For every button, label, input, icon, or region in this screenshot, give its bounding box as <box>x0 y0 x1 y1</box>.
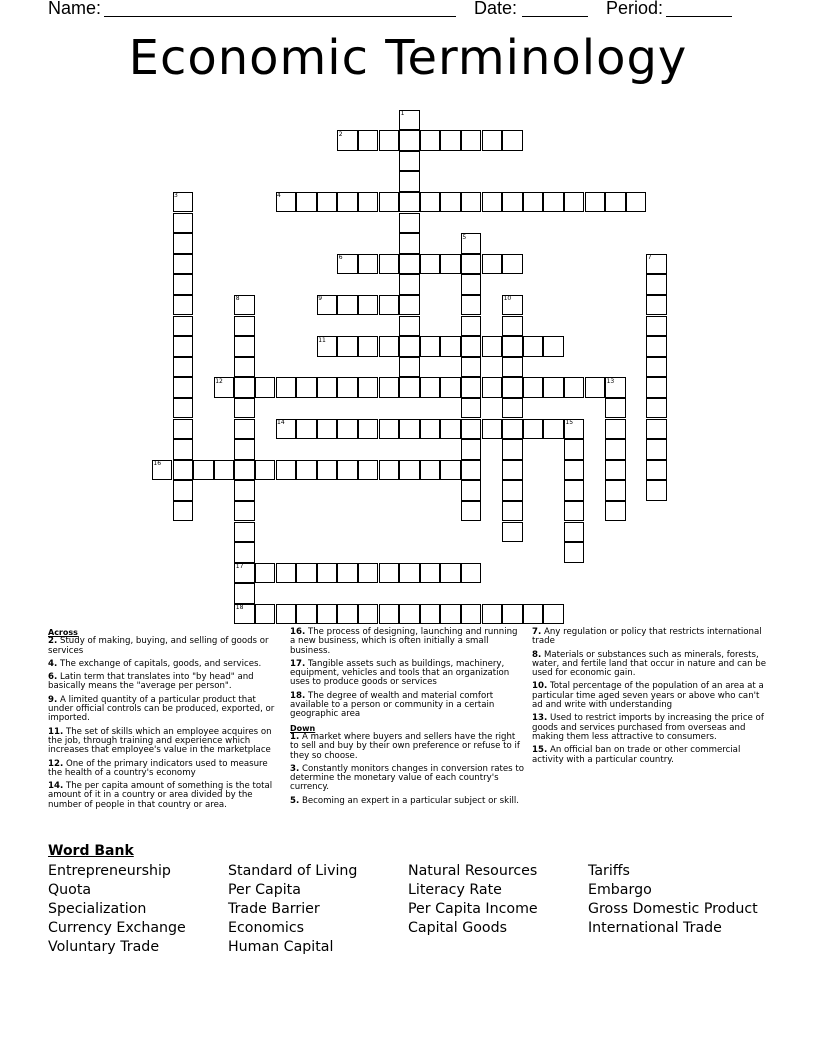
grid-cell[interactable] <box>358 254 379 275</box>
grid-cell[interactable] <box>543 419 564 440</box>
grid-cell[interactable] <box>461 316 482 337</box>
grid-cell[interactable] <box>502 336 523 357</box>
clue-item: 11. The set of skills which an employee acquires on the job, through training and experience which increases that employee's value in the marketplace <box>48 726 272 756</box>
clue-item: 18. The degree of wealth and material comfort available to a person or community in a certain geographic area <box>290 690 495 720</box>
clue-item: 6. Latin term that translates into "by head" and basically means the "average per person". <box>48 672 254 692</box>
grid-cell[interactable] <box>358 419 379 440</box>
grid-cell[interactable] <box>255 460 276 481</box>
grid-cell[interactable] <box>523 336 544 357</box>
clues-column-2 <box>290 628 524 810</box>
word-bank-column-1 <box>48 862 186 957</box>
grid-cell[interactable] <box>276 604 297 625</box>
clue-item: 12. One of the primary indicators used to measure the health of a country's economy <box>48 758 268 778</box>
grid-cell[interactable] <box>234 357 255 378</box>
grid-cell[interactable] <box>173 233 194 254</box>
grid-cell[interactable] <box>276 563 297 584</box>
grid-cell[interactable] <box>482 377 503 398</box>
grid-cell[interactable] <box>646 480 667 501</box>
grid-cell[interactable] <box>173 213 194 234</box>
grid-cell[interactable] <box>379 419 400 440</box>
grid-cell[interactable] <box>523 419 544 440</box>
grid-cell[interactable] <box>399 419 420 440</box>
grid-cell[interactable] <box>379 460 400 481</box>
grid-cell[interactable] <box>399 604 420 625</box>
grid-cell[interactable] <box>399 254 420 275</box>
grid-cell[interactable] <box>482 130 503 151</box>
grid-cell[interactable] <box>234 419 255 440</box>
grid-cell[interactable] <box>646 295 667 316</box>
grid-cell[interactable] <box>461 439 482 460</box>
grid-cell[interactable] <box>234 583 255 604</box>
clue-item: 2. Study of making, buying, and selling of goods or services <box>48 636 269 656</box>
clue-item: 14. The per capita amount of something is the total amount of it in a country or area divided by the number of people in that country or area. <box>48 781 273 810</box>
grid-cell[interactable] <box>234 377 255 398</box>
grid-cell[interactable] <box>543 336 564 357</box>
grid-cell[interactable] <box>234 542 255 563</box>
grid-cell[interactable] <box>399 274 420 295</box>
word-bank-item: Currency Exchange <box>48 920 186 936</box>
grid-cell[interactable] <box>461 460 482 481</box>
grid-cell[interactable] <box>358 130 379 151</box>
grid-cell[interactable] <box>337 295 358 316</box>
grid-cell-number: 13 <box>606 377 615 385</box>
grid-cell[interactable] <box>173 295 194 316</box>
clue-item: 4. The exchange of capitals, goods, and services. <box>48 658 262 669</box>
grid-cell-number: 1 <box>400 110 405 117</box>
grid-cell-number: 14 <box>277 419 285 426</box>
page-title: Economic Terminology <box>128 30 688 86</box>
grid-cell-number: 17 <box>235 563 244 571</box>
grid-cell[interactable] <box>358 460 379 481</box>
word-bank-item: Per Capita Income <box>408 901 538 917</box>
clue-item: 8. Materials or substances such as minerals, forests, water, and fertile land that occur in nature and can be used for economic gain. <box>532 649 767 679</box>
grid-cell-number: 2 <box>338 130 343 138</box>
grid-cell-number: 6 <box>338 254 343 262</box>
grid-cell[interactable] <box>296 377 317 398</box>
grid-cell[interactable] <box>379 604 400 625</box>
grid-cell[interactable] <box>564 192 585 213</box>
clue-item: 10. Total percentage of the population of an area at a particular time aged seven years or above who can't ad and write with understanding <box>532 681 764 711</box>
down-heading: Down <box>290 723 316 733</box>
grid-cell[interactable] <box>440 130 461 151</box>
grid-cell[interactable] <box>337 192 358 213</box>
period-label: Period: <box>606 0 664 18</box>
grid-cell[interactable] <box>193 460 214 481</box>
grid-cell[interactable] <box>440 192 461 213</box>
grid-cell[interactable] <box>234 501 255 522</box>
grid-cell[interactable] <box>317 460 338 481</box>
grid-cell[interactable] <box>337 419 358 440</box>
grid-cell[interactable] <box>646 274 667 295</box>
grid-cell[interactable] <box>482 419 503 440</box>
grid-cell[interactable] <box>317 604 338 625</box>
grid-cell[interactable] <box>214 460 235 481</box>
grid-cell[interactable] <box>461 398 482 419</box>
grid-cell[interactable] <box>337 563 358 584</box>
grid-cell[interactable] <box>255 377 276 398</box>
grid-cell[interactable] <box>482 254 503 275</box>
grid-cell[interactable] <box>461 254 482 275</box>
grid-cell[interactable] <box>523 377 544 398</box>
grid-cell[interactable] <box>502 460 523 481</box>
grid-cell[interactable] <box>461 480 482 501</box>
grid-cell[interactable] <box>337 604 358 625</box>
grid-cell-number: 7 <box>647 254 652 262</box>
grid-cell[interactable] <box>173 357 194 378</box>
clue-item: 17. Tangible assets such as buildings, machinery, equipment, vehicles and tools that an organization uses to produce goods or services <box>290 658 510 688</box>
grid-cell[interactable] <box>173 501 194 522</box>
grid-cell[interactable] <box>502 480 523 501</box>
word-bank-title: Word Bank <box>48 843 134 859</box>
grid-cell[interactable] <box>358 563 379 584</box>
grid-cell[interactable] <box>461 130 482 151</box>
grid-cell[interactable] <box>234 522 255 543</box>
grid-cell[interactable] <box>317 377 338 398</box>
clue-item: 15. An official ban on trade or other commercial activity with a particular country. <box>532 745 741 765</box>
grid-cell[interactable] <box>461 419 482 440</box>
grid-cell[interactable] <box>502 377 523 398</box>
grid-cell[interactable] <box>420 419 441 440</box>
grid-cell[interactable] <box>234 439 255 460</box>
grid-cell-number: 3 <box>174 192 178 200</box>
grid-cell[interactable] <box>502 419 523 440</box>
grid-cell[interactable] <box>399 316 420 337</box>
clue-item: 1. A market where buyers and sellers have the right to sell and buy by their own preference or refuse to if they so choose. <box>290 731 520 761</box>
grid-cell[interactable] <box>173 439 194 460</box>
grid-cell[interactable] <box>173 398 194 419</box>
name-label: Name: <box>48 0 102 18</box>
word-bank-item: Embargo <box>588 882 652 898</box>
grid-cell[interactable] <box>523 192 544 213</box>
grid-cell[interactable] <box>646 336 667 357</box>
grid-cell[interactable] <box>276 377 297 398</box>
grid-cell[interactable] <box>399 213 420 234</box>
grid-cell[interactable] <box>502 604 523 625</box>
word-bank-item: Trade Barrier <box>228 901 320 917</box>
grid-cell[interactable] <box>646 377 667 398</box>
grid-cell[interactable] <box>461 274 482 295</box>
grid-cell[interactable] <box>523 604 544 625</box>
grid-cell[interactable] <box>379 336 400 357</box>
grid-cell[interactable] <box>234 480 255 501</box>
grid-cell[interactable] <box>399 563 420 584</box>
grid-cell[interactable] <box>317 419 338 440</box>
grid-cell[interactable] <box>420 336 441 357</box>
grid-cell[interactable] <box>399 460 420 481</box>
grid-cell[interactable] <box>358 295 379 316</box>
word-bank-item: Human Capital <box>228 939 334 955</box>
grid-cell-number: 11 <box>318 336 326 344</box>
grid-cell[interactable] <box>234 336 255 357</box>
word-bank-item: Per Capita <box>228 882 301 898</box>
grid-cell[interactable] <box>420 130 441 151</box>
grid-cell[interactable] <box>358 336 379 357</box>
grid-cell[interactable] <box>296 563 317 584</box>
grid-cell[interactable] <box>646 460 667 481</box>
grid-cell[interactable] <box>646 439 667 460</box>
grid-cell[interactable] <box>337 460 358 481</box>
across-heading: Across <box>48 628 78 637</box>
grid-cell[interactable] <box>173 336 194 357</box>
grid-cell[interactable] <box>358 192 379 213</box>
grid-cell[interactable] <box>440 563 461 584</box>
grid-cell[interactable] <box>585 192 606 213</box>
grid-cell[interactable] <box>461 295 482 316</box>
grid-cell[interactable] <box>482 192 503 213</box>
clues-column-3 <box>532 628 768 769</box>
grid-cell[interactable] <box>173 274 194 295</box>
grid-cell[interactable] <box>502 501 523 522</box>
grid-cell[interactable] <box>379 295 400 316</box>
grid-cell[interactable] <box>461 563 482 584</box>
grid-cell[interactable] <box>234 316 255 337</box>
grid-cell[interactable] <box>399 171 420 192</box>
grid-cell[interactable] <box>440 254 461 275</box>
grid-cell[interactable] <box>399 130 420 151</box>
grid-cell[interactable] <box>379 254 400 275</box>
grid-cell[interactable] <box>646 316 667 337</box>
grid-cell[interactable] <box>420 563 441 584</box>
grid-cell[interactable] <box>502 439 523 460</box>
grid-cell[interactable] <box>461 357 482 378</box>
word-bank-item: Capital Goods <box>408 920 508 936</box>
grid-cell[interactable] <box>605 439 626 460</box>
grid-cell[interactable] <box>564 522 585 543</box>
grid-cell-number: 9 <box>318 295 323 303</box>
grid-cell[interactable] <box>358 377 379 398</box>
grid-cell[interactable] <box>440 419 461 440</box>
grid-cell[interactable] <box>502 398 523 419</box>
clue-item: 16. The process of designing, launching and running a new business, which is often initially a small business. <box>290 627 518 656</box>
grid-cell[interactable] <box>296 460 317 481</box>
grid-cell[interactable] <box>379 192 400 213</box>
grid-cell[interactable] <box>461 604 482 625</box>
word-bank-item: Literacy Rate <box>408 882 502 898</box>
grid-cell[interactable] <box>502 316 523 337</box>
grid-cell-number: 10 <box>503 295 512 303</box>
grid-cell-number: 5 <box>462 233 467 241</box>
grid-cell[interactable] <box>255 604 276 625</box>
grid-cell-number: 4 <box>277 192 281 200</box>
grid-cell[interactable] <box>399 233 420 254</box>
word-bank-item: Natural Resources <box>408 863 538 879</box>
grid-cell-number: 18 <box>235 604 244 612</box>
grid-cell[interactable] <box>399 151 420 172</box>
grid-cell[interactable] <box>399 336 420 357</box>
grid-cell-number: 12 <box>215 377 223 385</box>
grid-cell[interactable] <box>317 563 338 584</box>
grid-cell[interactable] <box>564 501 585 522</box>
clue-item: 13. Used to restrict imports by increasing the price of goods and services purchased from overseas and making them less attractive to consumers. <box>532 713 764 742</box>
grid-cell[interactable] <box>605 419 626 440</box>
grid-cell[interactable] <box>337 336 358 357</box>
word-bank-column-4 <box>588 862 758 938</box>
grid-cell[interactable] <box>461 336 482 357</box>
clue-item: 9. A limited quantity of a particular product that under official controls can be produced, exported, or imported. <box>48 694 275 724</box>
grid-cell[interactable] <box>482 336 503 357</box>
word-bank-column-2 <box>228 862 357 957</box>
grid-cell[interactable] <box>420 377 441 398</box>
grid-cell[interactable] <box>564 439 585 460</box>
clue-item: 7. Any regulation or policy that restricts international trade <box>532 627 762 647</box>
grid-cell[interactable] <box>420 192 441 213</box>
grid-cell[interactable] <box>564 480 585 501</box>
clues-column-1 <box>48 628 282 814</box>
word-bank-item: Voluntary Trade <box>48 939 160 955</box>
grid-cell[interactable] <box>420 254 441 275</box>
grid-cell[interactable] <box>173 419 194 440</box>
grid-cell[interactable] <box>605 192 626 213</box>
grid-cell[interactable] <box>173 377 194 398</box>
grid-cell[interactable] <box>543 192 564 213</box>
grid-cell[interactable] <box>399 377 420 398</box>
grid-cell[interactable] <box>296 419 317 440</box>
grid-cell[interactable] <box>646 357 667 378</box>
grid-cell[interactable] <box>440 377 461 398</box>
grid-cell[interactable] <box>399 357 420 378</box>
grid-cell[interactable] <box>296 604 317 625</box>
grid-cell[interactable] <box>564 460 585 481</box>
grid-cell[interactable] <box>605 460 626 481</box>
grid-cell[interactable] <box>234 460 255 481</box>
grid-cell[interactable] <box>399 295 420 316</box>
grid-cell[interactable] <box>564 542 585 563</box>
grid-cell[interactable] <box>399 192 420 213</box>
grid-cell[interactable] <box>502 192 523 213</box>
word-bank-item: International Trade <box>588 920 722 936</box>
grid-cell[interactable] <box>173 254 194 275</box>
word-bank-item: Entrepreneurship <box>48 863 171 879</box>
grid-cell[interactable] <box>564 377 585 398</box>
grid-cell[interactable] <box>173 480 194 501</box>
grid-cell[interactable] <box>646 398 667 419</box>
word-bank-item: Specialization <box>48 901 147 917</box>
grid-cell[interactable] <box>605 501 626 522</box>
grid-cell[interactable] <box>337 377 358 398</box>
grid-cell[interactable] <box>317 192 338 213</box>
word-bank-item: Standard of Living <box>228 863 358 879</box>
word-bank-item: Tariffs <box>588 863 630 879</box>
grid-cell[interactable] <box>502 357 523 378</box>
grid-cell[interactable] <box>379 130 400 151</box>
word-bank-item: Gross Domestic Product <box>588 901 758 917</box>
grid-cell[interactable] <box>420 460 441 481</box>
grid-cell[interactable] <box>502 254 523 275</box>
grid-cell[interactable] <box>605 480 626 501</box>
grid-cell[interactable] <box>296 192 317 213</box>
grid-cell[interactable] <box>502 130 523 151</box>
grid-cell[interactable] <box>461 377 482 398</box>
grid-cell-number: 15 <box>565 419 574 426</box>
grid-cell[interactable] <box>543 377 564 398</box>
grid-cell[interactable] <box>543 604 564 625</box>
grid-cell[interactable] <box>461 501 482 522</box>
word-bank-item: Economics <box>228 920 305 936</box>
grid-cell[interactable] <box>440 604 461 625</box>
grid-cell[interactable] <box>379 563 400 584</box>
grid-cell[interactable] <box>173 316 194 337</box>
grid-cell[interactable] <box>482 604 503 625</box>
grid-cell[interactable] <box>626 192 647 213</box>
word-bank-column-3 <box>408 862 538 938</box>
grid-cell[interactable] <box>255 563 276 584</box>
clue-item: 5. Becoming an expert in a particular subject or skill. <box>290 795 520 806</box>
grid-cell-number: 16 <box>153 460 162 468</box>
date-label: Date: <box>474 0 518 18</box>
grid-cell[interactable] <box>440 336 461 357</box>
grid-cell[interactable] <box>420 604 441 625</box>
grid-cell[interactable] <box>605 398 626 419</box>
word-bank-item: Quota <box>48 882 92 898</box>
grid-cell[interactable] <box>234 398 255 419</box>
clue-item: 3. Constantly monitors changes in conversion rates to determine the monetary value of each country's currency. <box>290 763 524 793</box>
grid-cell[interactable] <box>440 460 461 481</box>
grid-cell[interactable] <box>502 522 523 543</box>
grid-cell[interactable] <box>379 377 400 398</box>
grid-cell[interactable] <box>358 604 379 625</box>
grid-cell[interactable] <box>173 460 194 481</box>
grid-cell[interactable] <box>646 419 667 440</box>
grid-cell-number: 8 <box>235 295 240 303</box>
grid-cell[interactable] <box>585 377 606 398</box>
grid-cell[interactable] <box>461 192 482 213</box>
grid-cell[interactable] <box>276 460 297 481</box>
